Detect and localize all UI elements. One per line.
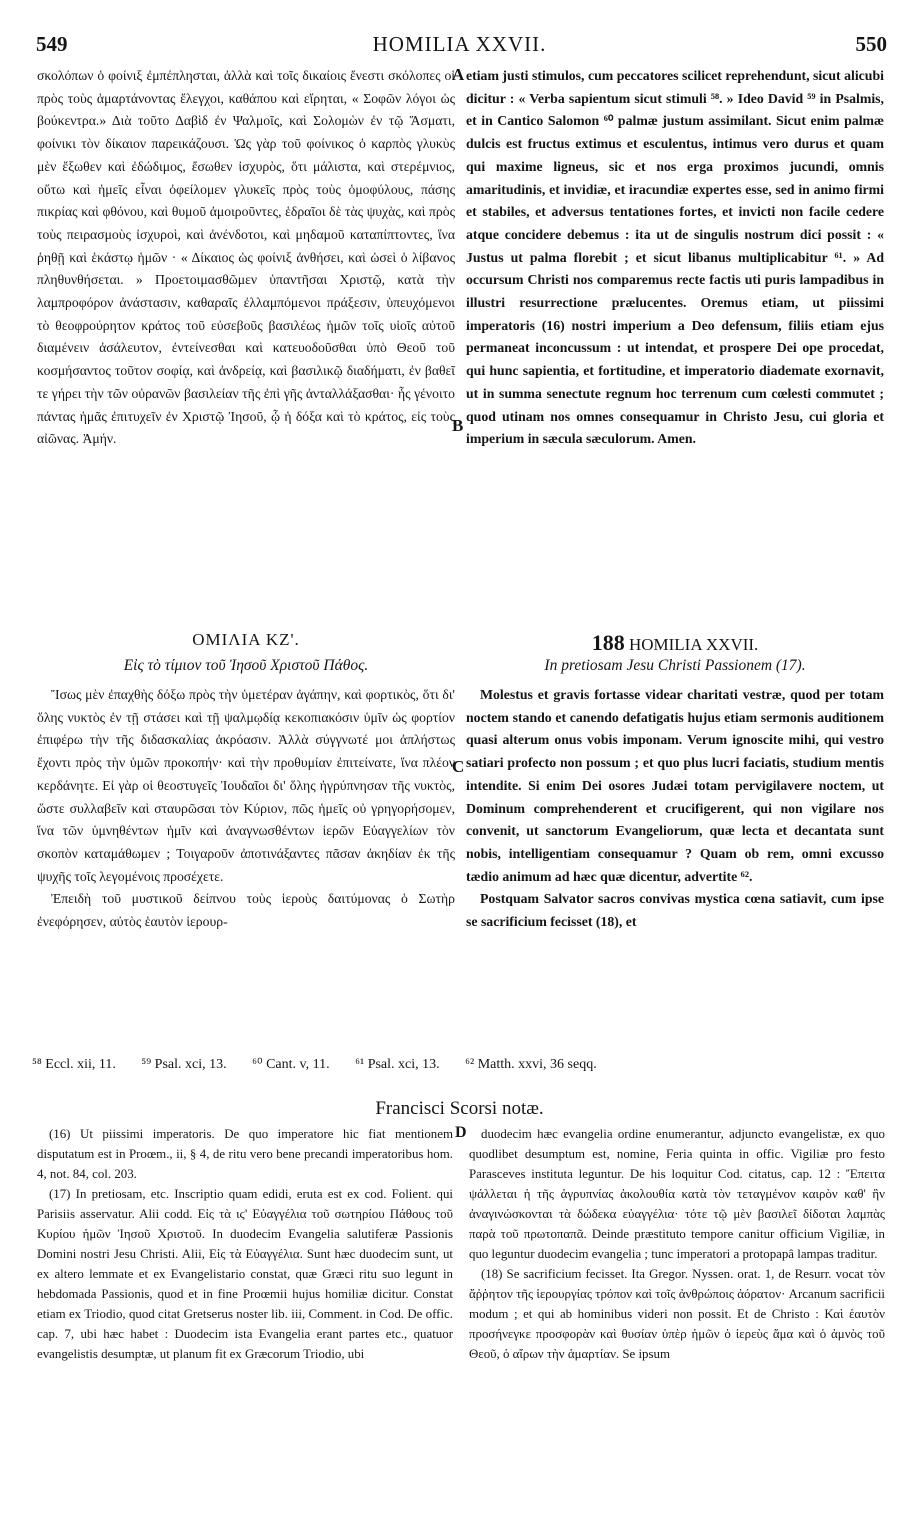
footnote: ⁵⁸ Eccl. xii, 11. <box>32 1057 116 1072</box>
margin-letter-d: D <box>455 1124 467 1141</box>
greek-column-top <box>37 65 455 451</box>
latin-column-bottom <box>466 684 884 934</box>
note-paragraph: (17) In pretiosam, etc. Inscriptio quam edidi, eruta est ex cod. Folient. qui Parisiis asservatur. Alii codd. Εἰς τὰ ιϛ' Εὐαγγέλια τοῦ σωτηρίου Πάθους τοῦ Κυρίου ἡμῶν Ἰησοῦ Χριστοῦ. In duodecim Evangelia salutiferæ Passionis Domini nostri Jesu Christi. Alii, Εἰς τὰ Εὐαγγέλια. Sunt hæc duodecim sunt, ut ex altero lemmate et ex Evangelistario constat, quæ Græci ritu suo legunt in hebdomada Passionis, quod et in fine Proœmii hujus homiliæ dicitur. Constat etiam ex Triodio, quod citat Gretserus noster lib. iii, Comment. in Cod. De offic. cap. 7, ubi hæc habet : Duodecim ista Evangelia erant partes etc., quatuor evangelistis desumptæ, ut planum fit ex Græcorum Triodio, ubi <box>37 1187 453 1361</box>
footnote: ⁶⁰ Cant. v, 11. <box>252 1057 330 1072</box>
footnote: ⁶¹ Psal. xci, 13. <box>355 1057 440 1072</box>
page-number-left: 549 <box>36 32 68 56</box>
notes-section-title: Francisci Scorsi notæ. <box>375 1098 544 1119</box>
footnote: ⁵⁹ Psal. xci, 13. <box>141 1057 227 1072</box>
latin-paragraph: Postquam Salvator sacros convivas mystica cœna satiavit, cum ipse se sacrificium fecisset (18), et <box>466 891 884 930</box>
latin-paragraph: Molestus et gravis fortasse videar charitati vestræ, quod per totam noctem stando et canendo defatigatis hujus etiam sermonis auditionem quasi alterum onus vobis imponam. Verum ignoscite mihi, qui vestro satiari profecto non possum ; et quo plus lucri faciatis, studium mentis intendite. Si enim Dei osores Judæi totam pervigilavere noctem, ut Dominum comprehenderent et crucifigerent, qui non vigilare nos convenit, ut sanctorum Evangeliorum, quæ lecta et decantata sunt nobis, intelligentiam consequamur ? Quam ob rem, omni excusso tædio animum ad hæc quæ dicentur, advertite ⁶². <box>466 687 884 884</box>
latin-homily-title <box>466 630 884 656</box>
margin-letter-a: A <box>452 65 465 84</box>
column-number: 188 <box>591 630 625 655</box>
page-header <box>32 32 887 56</box>
latin-paragraph: etiam justi stimulos, cum peccatores scilicet reprehendunt, sicut alicubi dicitur : « Verba sapientum sicut stimuli ⁵⁸. » Ideo David ⁵⁹ in Psalmis, et in Cantico Salomon ⁶⁰ palmæ justum assimilant. Sicut enim palmæ dulcis est fructus extimus et esculentus, intimus vero durus et quam qui maxime ligneus, sic et nos erga proximos jucundi, omnis amaritudinis, et invidiæ, et iracundiæ expertes esse, sed in animo firmi et stabiles, et adversus tentationes fortes, et invicti non facile cedere atque concidere debemus : ita ut de singulis nostrum dici possit : « Justus ut palma florebit ; et sicut libanus multiplicabitur ⁶¹. » Ad occursum Christi nos comparemus recte factis uti puris lampadibus in illustri resurrectione prælucentes. Oremus etiam, ut piissimi imperatoris (16) nostri imperium a Deo defensum, filiis etiam ejus permaneat inconcussum : ut intendat, et prospere Dei ope procedat, qui hunc sapientia, et fortitudine, et imperatorio diademate exornavit, ut in summa senectute regnum hoc terrenum cum cœlesti commutet ; quod utinam nos omnes consequamur in Christo Jesu, cui gloria et imperium in sæcula sæculorum. Amen. <box>466 68 884 447</box>
note-paragraph: (16) Ut piissimi imperatoris. De quo imperatore hic fiat mentionem disputatum est in Proœm., ii, § 4, de ritu vero bene precandi imperatoribus hom. 4, not. 84, col. 203. <box>37 1127 453 1181</box>
latin-column-top <box>466 65 884 451</box>
greek-homily-subtitle: Εἰς τὸ τίμιον τοῦ Ἰησοῦ Χριστοῦ Πάθος. <box>123 657 369 674</box>
note-paragraph: (18) Se sacrificium fecisset. Ita Gregor. Nyssen. orat. 1, de Resurr. vocat τὸν ἄῤῥητον τῆς ἱερουργίας τρόπον καὶ τοῖς ἀνθρώποις ἀόρατον· Arcanum sacrificii modum ; et qui ab hominibus videri non possit. Et de Christo : Καὶ ἑαυτὸν προσήνεγκε προσφορὰν καὶ θυσίαν ὑπὲρ ἡμῶν ὁ ἱερεὺς ἅμα καὶ ὁ ἀμνὸς τοῦ Θεοῦ, ὁ αἴρων τὴν ἁμαρτίαν. Se ipsum <box>469 1267 885 1361</box>
footnote: ⁶² Matth. xxvi, 36 seqq. <box>465 1057 597 1072</box>
greek-column-bottom <box>37 684 455 934</box>
margin-letter-c: C <box>452 757 465 776</box>
notes-column-left <box>37 1124 453 1364</box>
note-paragraph: duodecim hæc evangelia ordine enumerantur, adjuncto evangelistæ, ex quo quodlibet desumptum est, nomine, Feria quinta in offic. Vigiliæ pro festo Parasceves instituta leguntur. De his loquitur Cod. citatus, cap. 12 : Ἔπειτα ψάλλεται ἡ τῆς ἀγρυπνίας ἀκολουθία κατὰ τὸν τεταγμένον καιρὸν καθ' ἣν ἀναγινώσκονται τὰ δώδεκα εὐαγγέλια· τότε τῷ μὲν βασιλεῖ δίδοται λαμπὰς παρὰ τοῦ πρωτοπαπᾶ. Deinde præstituto tempore canitur officium Vigiliæ, in quo leguntur duodecim evangelia ; tunc imperatori a protopapâ lampas traditur. <box>469 1127 885 1261</box>
latin-title-text: HOMILIA XXVII. <box>628 635 759 654</box>
greek-paragraph: Ἴσως μὲν ἐπαχθὴς δόξω πρὸς τὴν ὑμετέραν ἀγάπην, καὶ φορτικὸς, ὅτι δι' ὅλης νυκτὸς ἐν τῇ στάσει καὶ τῇ ψαλμῳδίᾳ κεκοπιακόσιν ὑμῖν ὡς φορτίον ἐπιφέρω τὴν τῆς διδασκαλίας ἀκρόασιν. Ἀλλὰ σύγγνωτέ μοι ἀπλήστως ἔχοντι πρὸς τὴν ὑμῶν προκοπήν· καὶ τὴν προθυμίαν ἐπιτείνατε, ἵνα πλέον κερδάνητε. Εἰ γὰρ οἱ θεοστυγεῖς Ἰουδαῖοι δι' ὅλης ἠγρύπνησαν τῆς νυκτὸς, ὥστε συλλαβεῖν καὶ σταυρῶσαι τὸν Κύριον, πῶς ἡμεῖς οὐ γρηγορήσομεν, ἵνα τῶν ὑμνηθέντων ἡμῖν καὶ ἀναγνωσθέντων ἱερῶν Εὐαγγελίων τὸν σκοπὸν καταμάθωμεν ; Τοιγαροῦν ἀποτινάξαντες πᾶσαν ἀκηδίαν ἐκ τῆς ψυχῆς τοῖς λεγομένοις προσέχετε. <box>37 687 455 884</box>
latin-homily-subtitle: In pretiosam Jesu Christi Passionem (17). <box>544 657 806 674</box>
page-number-right: 550 <box>855 32 887 56</box>
greek-paragraph: Ἐπειδὴ τοῦ μυστικοῦ δείπνου τοὺς ἱεροὺς δαιτύμονας ὁ Σωτὴρ ἐνεφόρησεν, αὐτὸς ἑαυτὸν ἱερουρ- <box>37 891 455 930</box>
running-head: HOMILIA XXVII. <box>372 32 547 56</box>
greek-homily-title: ΟΜΙΛΙΑ ΚΖ'. <box>192 630 300 649</box>
margin-letter-b: B <box>452 416 464 435</box>
scripture-footnotes <box>32 1055 887 1075</box>
greek-paragraph: σκολόπων ὁ φοίνιξ ἐμπέπλησται, ἀλλὰ καὶ τοῖς δικαίοις ἔνεστι σκόλοπες οἱ πρὸς τοὺς ἁμαρτάνοντας ἔλεγχοι, καθάπου καὶ εἴρηται, « Σοφῶν λόγοι ὡς βούκεντρα.» Διὰ τοῦτο Δαβὶδ ἐν Ψαλμοῖς, καὶ Σολομὼν ἐν τῷ Ἄσματι, φοίνικι τὸν δίκαιον παρεικάζουσι. Ὡς γὰρ τοῦ φοίνικος ὁ καρπὸς γλυκὺς μὲν ἔξωθεν καὶ ἐδώδιμος, ἔσωθεν ἰσχυρὸς, ὅτι μάλιστα, καὶ στερέμνιος, οὕτω καὶ ἡμεῖς εἶναι ὀφείλομεν γλυκεῖς πρὸς τοὺς ὁμοφύλους, πάσης πικρίας καὶ φθόνου, καὶ θυμοῦ ἀμοιροῦντες, ἑδραῖοι δὲ τὰς ψυχὰς, καὶ πρὸς τοὺς πειρασμοὺς ἰσχυροὶ, καὶ ἀνένδοτοι, καὶ μηδαμοῦ καταπίπτοντες, ἵνα ῥηθῇ καὶ ἑκάστῳ ἡμῶν · « Δίκαιος ὡς φοίνιξ ἀνθήσει, καὶ ὡσεὶ ὁ λίβανος πληθυνθήσεται. » Προετοιμασθῶμεν ὑπαντῆσαι Χριστῷ, κατὰ τὴν λαμπροφόρον ἀνάστασιν, καθαραῖς ἐλλαμπόμενοι πράξεσιν, ὑπευχόμενοι τὸ θεοφρούρητον κράτος τοῦ εὐσεβοῦς βασιλέως ἡμῶν τοῖς υἱοῖς αὐτοῦ διαμένειν ἀσάλευτον, ἐντείνεσθαι καὶ κατευοδοῦσθαι ὑπὸ Θεοῦ τοῦ κοσμήσαντος τοῦτον σοφίᾳ, καὶ ἀνδρείᾳ, καὶ βασιλικῷ διαδήματι, ἐν βαθεῖ τε γήρει τὴν τῶν οὐρανῶν βασιλείαν τῆς ἐπὶ γῆς ἀνταλλάξασθαι· ἧς γένοιτο πάντας ἡμᾶς ἐπιτυχεῖν ἐν Χριστῷ Ἰησοῦ, ᾧ ἡ δόξα καὶ τὸ κράτος, εἰς τοὺς αἰῶνας. Ἀμήν. <box>37 68 455 447</box>
notes-column-right <box>469 1124 885 1364</box>
